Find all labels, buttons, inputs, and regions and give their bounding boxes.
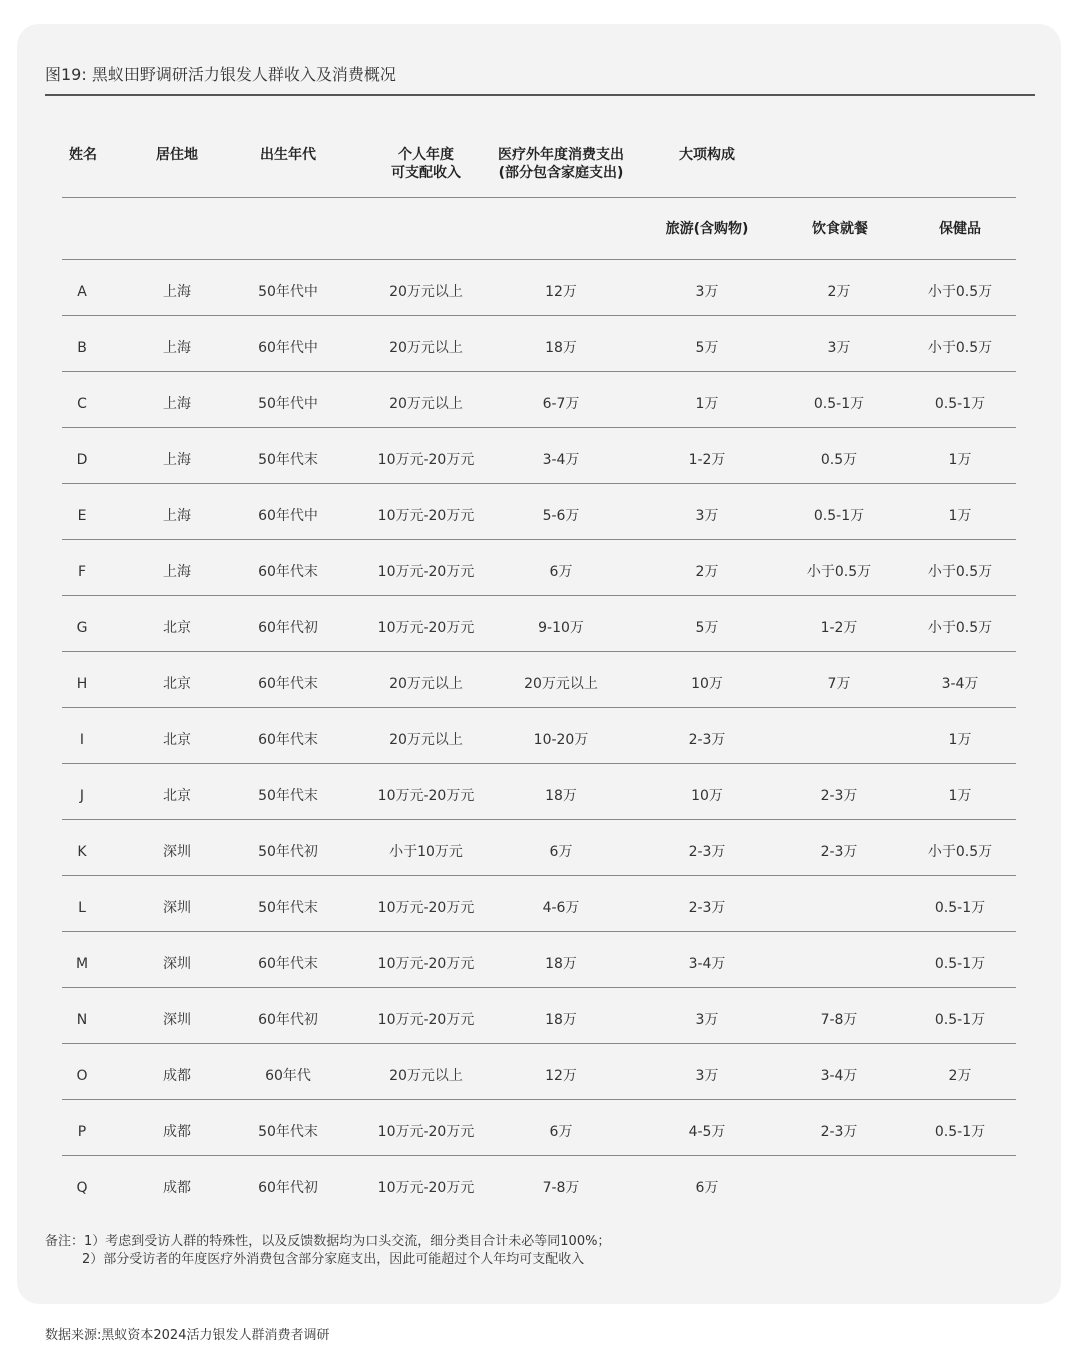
cell-birth: 60年代末 (258, 676, 318, 692)
cell-health: 3-4万 (941, 676, 979, 692)
cell-health: 0.5-1万 (934, 1124, 986, 1140)
cell-name: E (77, 508, 87, 524)
cell-birth: 60年代中 (258, 340, 318, 356)
header-divider (62, 197, 1016, 198)
cell-health: 2万 (948, 1068, 972, 1084)
cell-name: B (77, 340, 87, 356)
cell-income: 20万元以上 (389, 676, 463, 692)
table-row (62, 932, 1016, 988)
cell-birth: 50年代中 (258, 284, 318, 300)
cell-name: I (79, 732, 85, 748)
cell-name: Q (76, 1180, 88, 1196)
cell-travel: 1-2万 (688, 452, 726, 468)
header-travel: 旅游(含购物) (665, 221, 749, 237)
cell-travel: 2万 (695, 564, 719, 580)
cell-spend: 10-20万 (533, 732, 589, 748)
header-health: 保健品 (939, 221, 981, 237)
cell-dining: 7-8万 (820, 1012, 858, 1028)
cell-spend: 6万 (549, 564, 573, 580)
cell-name: L (78, 900, 86, 916)
cell-dining: 3-4万 (820, 1068, 858, 1084)
cell-income: 10万元-20万元 (377, 1012, 475, 1028)
cell-city: 上海 (163, 340, 191, 356)
cell-travel: 10万 (691, 788, 723, 804)
cell-income: 20万元以上 (389, 396, 463, 412)
cell-travel: 2-3万 (688, 844, 726, 860)
cell-dining: 2-3万 (820, 788, 858, 804)
cell-city: 成都 (163, 1180, 191, 1196)
table-row (62, 596, 1016, 652)
cell-city: 北京 (163, 732, 191, 748)
header-income (366, 146, 486, 182)
cell-travel: 5万 (695, 620, 719, 636)
cell-birth: 60年代末 (258, 732, 318, 748)
cell-city: 上海 (163, 396, 191, 412)
cell-spend: 9-10万 (538, 620, 584, 636)
cell-name: C (77, 396, 87, 412)
cell-city: 北京 (163, 788, 191, 804)
table-row (62, 484, 1016, 540)
note-line-2: 2）部分受访者的年度医疗外消费包含部分家庭支出，因此可能超过个人年均可支配收入 (82, 1252, 585, 1267)
header-birth: 出生年代 (260, 147, 316, 163)
cell-birth: 60年代末 (258, 564, 318, 580)
cell-city: 深圳 (163, 1012, 191, 1028)
header-spend (481, 146, 641, 182)
cell-dining: 0.5-1万 (813, 508, 865, 524)
cell-income: 10万元-20万元 (377, 788, 475, 804)
table-row (62, 1044, 1016, 1100)
cell-spend: 7-8万 (542, 1180, 580, 1196)
table-row (62, 260, 1016, 316)
cell-income: 20万元以上 (389, 284, 463, 300)
cell-city: 深圳 (163, 956, 191, 972)
cell-birth: 50年代中 (258, 396, 318, 412)
cell-travel: 2-3万 (688, 900, 726, 916)
cell-city: 上海 (163, 508, 191, 524)
cell-spend: 18万 (545, 956, 577, 972)
table-row (62, 764, 1016, 820)
cell-name: N (76, 1012, 88, 1028)
header-income-line1: 个人年度 (398, 147, 454, 163)
cell-income: 10万元-20万元 (377, 452, 475, 468)
table-row (62, 1156, 1016, 1212)
table-row (62, 540, 1016, 596)
table-row (62, 1100, 1016, 1156)
cell-income: 20万元以上 (389, 340, 463, 356)
cell-city: 成都 (163, 1124, 191, 1140)
cell-name: H (76, 676, 88, 692)
cell-travel: 3万 (695, 1068, 719, 1084)
cell-dining: 小于0.5万 (806, 564, 872, 580)
cell-birth: 60年代初 (258, 1180, 318, 1196)
cell-income: 10万元-20万元 (377, 620, 475, 636)
cell-income: 10万元-20万元 (377, 564, 475, 580)
table-row (62, 988, 1016, 1044)
cell-spend: 6-7万 (542, 396, 580, 412)
cell-health: 0.5-1万 (934, 396, 986, 412)
cell-dining: 1-2万 (820, 620, 858, 636)
cell-spend: 12万 (545, 284, 577, 300)
cell-travel: 6万 (695, 1180, 719, 1196)
cell-income: 20万元以上 (389, 732, 463, 748)
cell-income: 10万元-20万元 (377, 1124, 475, 1140)
cell-travel: 3万 (695, 508, 719, 524)
cell-income: 10万元-20万元 (377, 1180, 475, 1196)
cell-city: 北京 (163, 620, 191, 636)
cell-health: 小于0.5万 (927, 844, 993, 860)
figure-title: 图19: 黑蚁田野调研活力银发人群收入及消费概况 (45, 65, 396, 84)
header-city: 居住地 (156, 147, 198, 163)
header-name: 姓名 (69, 147, 97, 163)
cell-spend: 6万 (549, 1124, 573, 1140)
cell-health: 小于0.5万 (927, 564, 993, 580)
cell-spend: 20万元以上 (524, 676, 598, 692)
cell-birth: 60年代初 (258, 1012, 318, 1028)
cell-city: 北京 (163, 676, 191, 692)
cell-dining: 0.5万 (820, 452, 858, 468)
cell-health: 0.5-1万 (934, 956, 986, 972)
cell-health: 0.5-1万 (934, 1012, 986, 1028)
table-row (62, 708, 1016, 764)
cell-city: 上海 (163, 284, 191, 300)
cell-birth: 60年代 (265, 1068, 311, 1084)
cell-income: 小于10万元 (389, 844, 463, 860)
cell-birth: 50年代初 (258, 844, 318, 860)
cell-income: 10万元-20万元 (377, 900, 475, 916)
cell-travel: 3万 (695, 284, 719, 300)
cell-city: 深圳 (163, 844, 191, 860)
cell-name: P (77, 1124, 87, 1140)
cell-dining: 0.5-1万 (813, 396, 865, 412)
cell-travel: 10万 (691, 676, 723, 692)
cell-name: D (76, 452, 88, 468)
table-row (62, 316, 1016, 372)
cell-dining: 7万 (827, 676, 851, 692)
header-dining: 饮食就餐 (812, 221, 868, 237)
cell-city: 深圳 (163, 900, 191, 916)
cell-travel: 3-4万 (688, 956, 726, 972)
notes (45, 1233, 610, 1269)
table-row (62, 876, 1016, 932)
cell-health: 1万 (948, 732, 972, 748)
cell-health: 小于0.5万 (927, 340, 993, 356)
cell-income: 10万元-20万元 (377, 956, 475, 972)
cell-health: 小于0.5万 (927, 620, 993, 636)
cell-income: 10万元-20万元 (377, 508, 475, 524)
cell-name: O (76, 1068, 88, 1084)
table-row (62, 820, 1016, 876)
cell-birth: 50年代末 (258, 900, 318, 916)
cell-spend: 18万 (545, 340, 577, 356)
cell-travel: 3万 (695, 1012, 719, 1028)
cell-health: 1万 (948, 452, 972, 468)
header-spend-line2: (部分包含家庭支出) (498, 165, 624, 181)
cell-name: M (75, 956, 89, 972)
cell-name: F (77, 564, 87, 580)
header-spend-line1: 医疗外年度消费支出 (498, 147, 624, 163)
cell-name: J (79, 788, 85, 804)
cell-travel: 5万 (695, 340, 719, 356)
cell-dining: 2万 (827, 284, 851, 300)
cell-birth: 50年代末 (258, 1124, 318, 1140)
header-income-line2: 可支配收入 (391, 165, 461, 181)
table-row (62, 428, 1016, 484)
table-row (62, 652, 1016, 708)
cell-birth: 60年代初 (258, 620, 318, 636)
cell-birth: 60年代中 (258, 508, 318, 524)
cell-city: 成都 (163, 1068, 191, 1084)
cell-spend: 18万 (545, 1012, 577, 1028)
note-line-1: 备注：1）考虑到受访人群的特殊性，以及反馈数据均为口头交流，细分类目合计未必等同100%； (45, 1234, 611, 1249)
cell-travel: 1万 (695, 396, 719, 412)
cell-name: G (76, 620, 88, 636)
cell-dining: 2-3万 (820, 844, 858, 860)
cell-health: 1万 (948, 508, 972, 524)
table-row (62, 372, 1016, 428)
cell-city: 上海 (163, 564, 191, 580)
cell-birth: 50年代末 (258, 788, 318, 804)
cell-travel: 2-3万 (688, 732, 726, 748)
cell-name: K (77, 844, 87, 860)
cell-health: 1万 (948, 788, 972, 804)
cell-spend: 3-4万 (542, 452, 580, 468)
cell-spend: 12万 (545, 1068, 577, 1084)
cell-city: 上海 (163, 452, 191, 468)
cell-travel: 4-5万 (688, 1124, 726, 1140)
cell-income: 20万元以上 (389, 1068, 463, 1084)
title-divider (45, 94, 1035, 96)
cell-dining: 2-3万 (820, 1124, 858, 1140)
cell-spend: 18万 (545, 788, 577, 804)
data-source: 数据来源:黑蚁资本2024活力银发人群消费者调研 (45, 1328, 330, 1343)
cell-spend: 4-6万 (542, 900, 580, 916)
cell-birth: 60年代末 (258, 956, 318, 972)
cell-spend: 5-6万 (542, 508, 580, 524)
cell-birth: 50年代末 (258, 452, 318, 468)
header-composition: 大项构成 (679, 147, 735, 163)
cell-name: A (77, 284, 87, 300)
cell-health: 0.5-1万 (934, 900, 986, 916)
cell-spend: 6万 (549, 844, 573, 860)
cell-dining: 3万 (827, 340, 851, 356)
cell-health: 小于0.5万 (927, 284, 993, 300)
